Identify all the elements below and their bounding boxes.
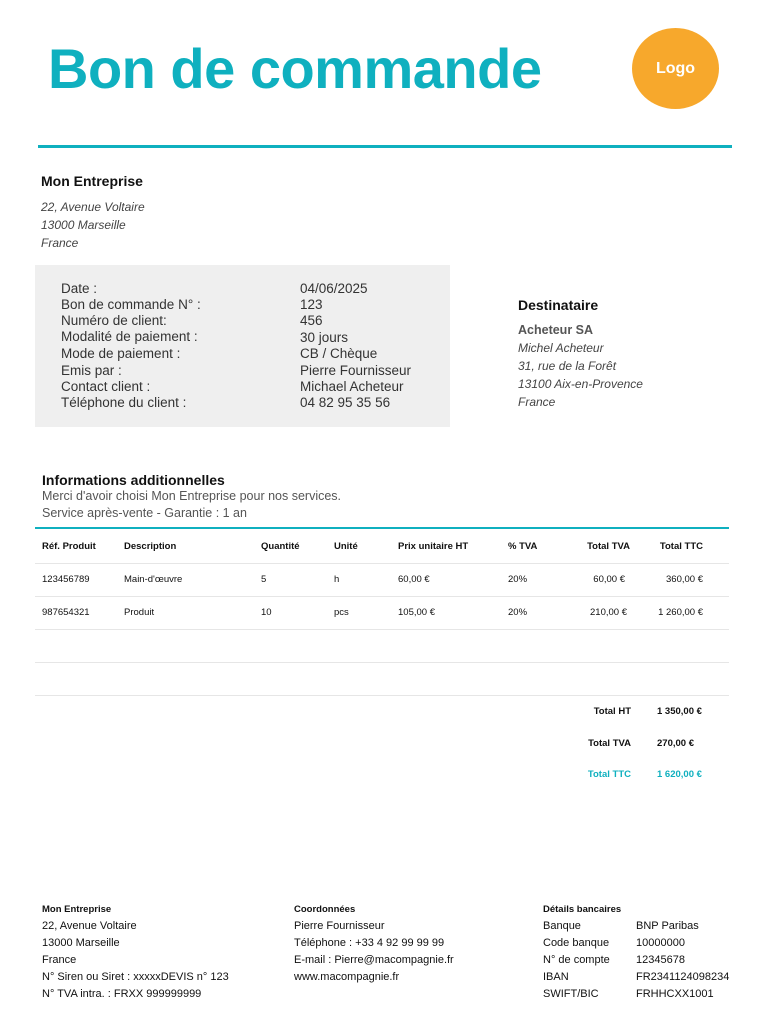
table-cell: 5 <box>261 574 267 585</box>
bank-label: SWIFT/BIC <box>543 988 599 1000</box>
order-info-label: Numéro de client: <box>61 313 167 328</box>
recipient-address-line: 13100 Aix-en-Provence <box>518 377 643 391</box>
table-cell: Produit <box>124 607 155 618</box>
footer-company-line: 13000 Marseille <box>42 937 120 949</box>
footer-contact-line: Pierre Fournisseur <box>294 920 385 932</box>
order-info-value: 30 jours <box>300 330 349 345</box>
order-info-value: 04/06/2025 <box>300 281 368 296</box>
table-cell: 360,00 € <box>666 574 703 585</box>
order-info-label: Contact client : <box>61 379 151 394</box>
total-tva-label: Total TVA <box>588 738 631 749</box>
table-cell: Main-d'œuvre <box>124 574 183 585</box>
bank-value: FR2341124098234 <box>636 971 730 983</box>
additional-info-line: Merci d'avoir choisi Mon Entreprise pour nos services. <box>42 489 342 503</box>
bank-value: 10000000 <box>636 937 685 949</box>
bank-label: N° de compte <box>543 954 610 966</box>
table-cell: 210,00 € <box>590 607 627 618</box>
footer-bank-title: Détails bancaires <box>543 904 622 915</box>
table-cell: 20% <box>508 574 528 585</box>
header-divider <box>38 145 732 148</box>
table-cell: 60,00 € <box>593 574 625 585</box>
column-header: Unité <box>334 541 358 552</box>
footer-contact-website[interactable]: www.macompagnie.fr <box>294 971 400 983</box>
table-cell: 20% <box>508 607 528 618</box>
table-cell: 123456789 <box>42 574 90 585</box>
total-ht-label: Total HT <box>593 706 631 717</box>
table-row-divider <box>35 596 729 597</box>
additional-info-line: Service après-vente - Garantie : 1 an <box>42 506 247 520</box>
order-info-value: 123 <box>300 297 323 312</box>
order-info-value: CB / Chèque <box>300 346 378 361</box>
total-ttc-label: Total TTC <box>587 769 631 780</box>
order-info-value: Pierre Fournisseur <box>300 363 412 378</box>
order-info-label: Téléphone du client : <box>61 395 187 410</box>
order-info-label: Mode de paiement : <box>61 346 181 361</box>
table-cell: 1 260,00 € <box>658 607 703 618</box>
table-row-divider <box>35 563 729 564</box>
total-ht-value: 1 350,00 € <box>657 706 702 717</box>
footer-contact-line: Téléphone : +33 4 92 99 99 99 <box>294 937 445 949</box>
sender-address <box>41 198 145 252</box>
column-header: Total TTC <box>659 541 703 552</box>
order-info-value: Michael Acheteur <box>300 379 404 394</box>
sender-address-line: 22, Avenue Voltaire <box>41 200 145 214</box>
recipient-company: Acheteur SA <box>518 323 594 337</box>
order-info-box <box>35 265 450 427</box>
footer-company-line: France <box>42 954 77 966</box>
order-info-label: Modalité de paiement : <box>61 329 198 344</box>
table-cell: pcs <box>334 607 349 618</box>
total-ttc-value: 1 620,00 € <box>657 769 702 780</box>
column-header: Quantité <box>261 541 300 552</box>
additional-info-title: Informations additionnelles <box>42 472 225 488</box>
bank-label: Code banque <box>543 937 610 949</box>
bank-label: IBAN <box>543 971 569 983</box>
footer-company-title: Mon Entreprise <box>42 904 112 915</box>
table-cell: 105,00 € <box>398 607 435 618</box>
footer-contact-title: Coordonnées <box>294 904 356 915</box>
table-row-divider <box>35 695 729 696</box>
recipient-address-line: 31, rue de la Forêt <box>518 359 617 373</box>
company-logo: Logo <box>632 28 719 109</box>
footer-company-line: N° TVA intra. : FRXX 999999999 <box>42 988 202 1000</box>
table-cell: h <box>334 574 340 585</box>
bank-value: FRHHCXX1001 <box>636 988 714 1000</box>
recipient-address <box>518 339 643 411</box>
table-cell: 60,00 € <box>398 574 430 585</box>
order-info-value: 456 <box>300 313 323 328</box>
footer-company-line: N° Siren ou Siret : xxxxxDEVIS n° 123 <box>42 971 229 983</box>
footer-contact-email[interactable]: E-mail : Pierre@macompagnie.fr <box>294 954 454 966</box>
order-info-label: Emis par : <box>61 363 122 378</box>
table-cell: 987654321 <box>42 607 90 618</box>
sender-address-line: 13000 Marseille <box>41 218 126 232</box>
bank-label: Banque <box>543 920 581 932</box>
column-header: Description <box>124 541 177 552</box>
table-top-rule <box>35 527 729 529</box>
column-header: Total TVA <box>587 541 630 552</box>
table-row-divider <box>35 629 729 630</box>
order-info-label: Bon de commande N° : <box>61 297 201 312</box>
sender-name: Mon Entreprise <box>41 173 143 189</box>
recipient-address-line: Michel Acheteur <box>518 341 604 355</box>
table-cell: 10 <box>261 607 272 618</box>
total-tva-value: 270,00 € <box>657 738 694 749</box>
document-title: Bon de commande <box>48 37 542 100</box>
column-header: Réf. Produit <box>42 541 96 552</box>
recipient-address-line: France <box>518 395 556 409</box>
bank-value: 12345678 <box>636 954 685 966</box>
column-header: Prix unitaire HT <box>398 541 469 552</box>
order-info-label: Date : <box>61 281 98 296</box>
recipient-title: Destinataire <box>518 297 599 313</box>
footer-company-line: 22, Avenue Voltaire <box>42 920 137 932</box>
table-row-divider <box>35 662 729 663</box>
bank-value: BNP Paribas <box>636 920 699 932</box>
column-header: % TVA <box>508 541 538 552</box>
order-info-value: 04 82 95 35 56 <box>300 395 391 410</box>
sender-address-line: France <box>41 236 79 250</box>
